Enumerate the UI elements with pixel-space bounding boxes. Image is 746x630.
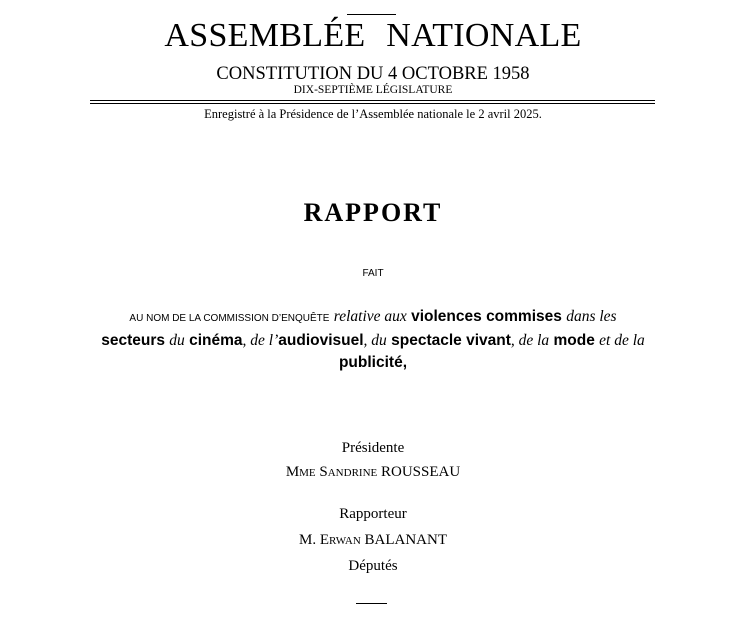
president-name: Mme Sandrine ROUSSEAU	[285, 464, 461, 480]
commission-text: dans les	[566, 308, 617, 325]
commission-text: violences commises	[411, 308, 562, 325]
commission-text: publicité	[338, 354, 403, 371]
commission-text: et de la	[599, 332, 645, 349]
constitution-line: CONSTITUTION DU 4 OCTOBRE 1958	[216, 64, 530, 84]
made-label: FAIT	[362, 268, 384, 279]
commission-text: spectacle vivant	[391, 332, 511, 349]
assembly-title: ASSEMBLÉE NATIONALE	[164, 17, 582, 54]
commission-lead: AU NOM DE LA COMMISSION D’ENQUÊTE	[129, 313, 330, 324]
commission-text: du	[169, 332, 185, 349]
registration-line: Enregistré à la Présidence de l’Assemblée nationale le 2 avril 2025.	[204, 107, 542, 121]
commission-text: audiovisuel	[278, 332, 364, 349]
commission-text: mode	[553, 332, 595, 349]
commission-text: , du	[363, 332, 387, 349]
header-rule-bottom	[90, 103, 655, 104]
commission-text: secteurs	[101, 332, 165, 349]
commission-text: cinéma	[189, 332, 243, 349]
rapporteur-name: M. Erwan BALANANT	[298, 532, 448, 548]
header-rule-top	[90, 100, 655, 101]
president-role: Présidente	[341, 440, 405, 456]
top-short-rule	[347, 14, 396, 15]
report-heading: RAPPORT	[303, 198, 443, 227]
commission-text: ,	[402, 354, 408, 371]
bottom-short-rule	[356, 603, 387, 604]
commission-text: , de l’	[242, 332, 279, 349]
commission-text: , de la	[510, 332, 550, 349]
commission-text: relative aux	[333, 308, 407, 325]
legislature-line: DIX-SEPTIÈME LÉGISLATURE	[293, 84, 453, 96]
deputies-label: Députés	[348, 558, 398, 574]
commission-description	[100, 306, 646, 374]
rapporteur-role: Rapporteur	[339, 506, 407, 522]
